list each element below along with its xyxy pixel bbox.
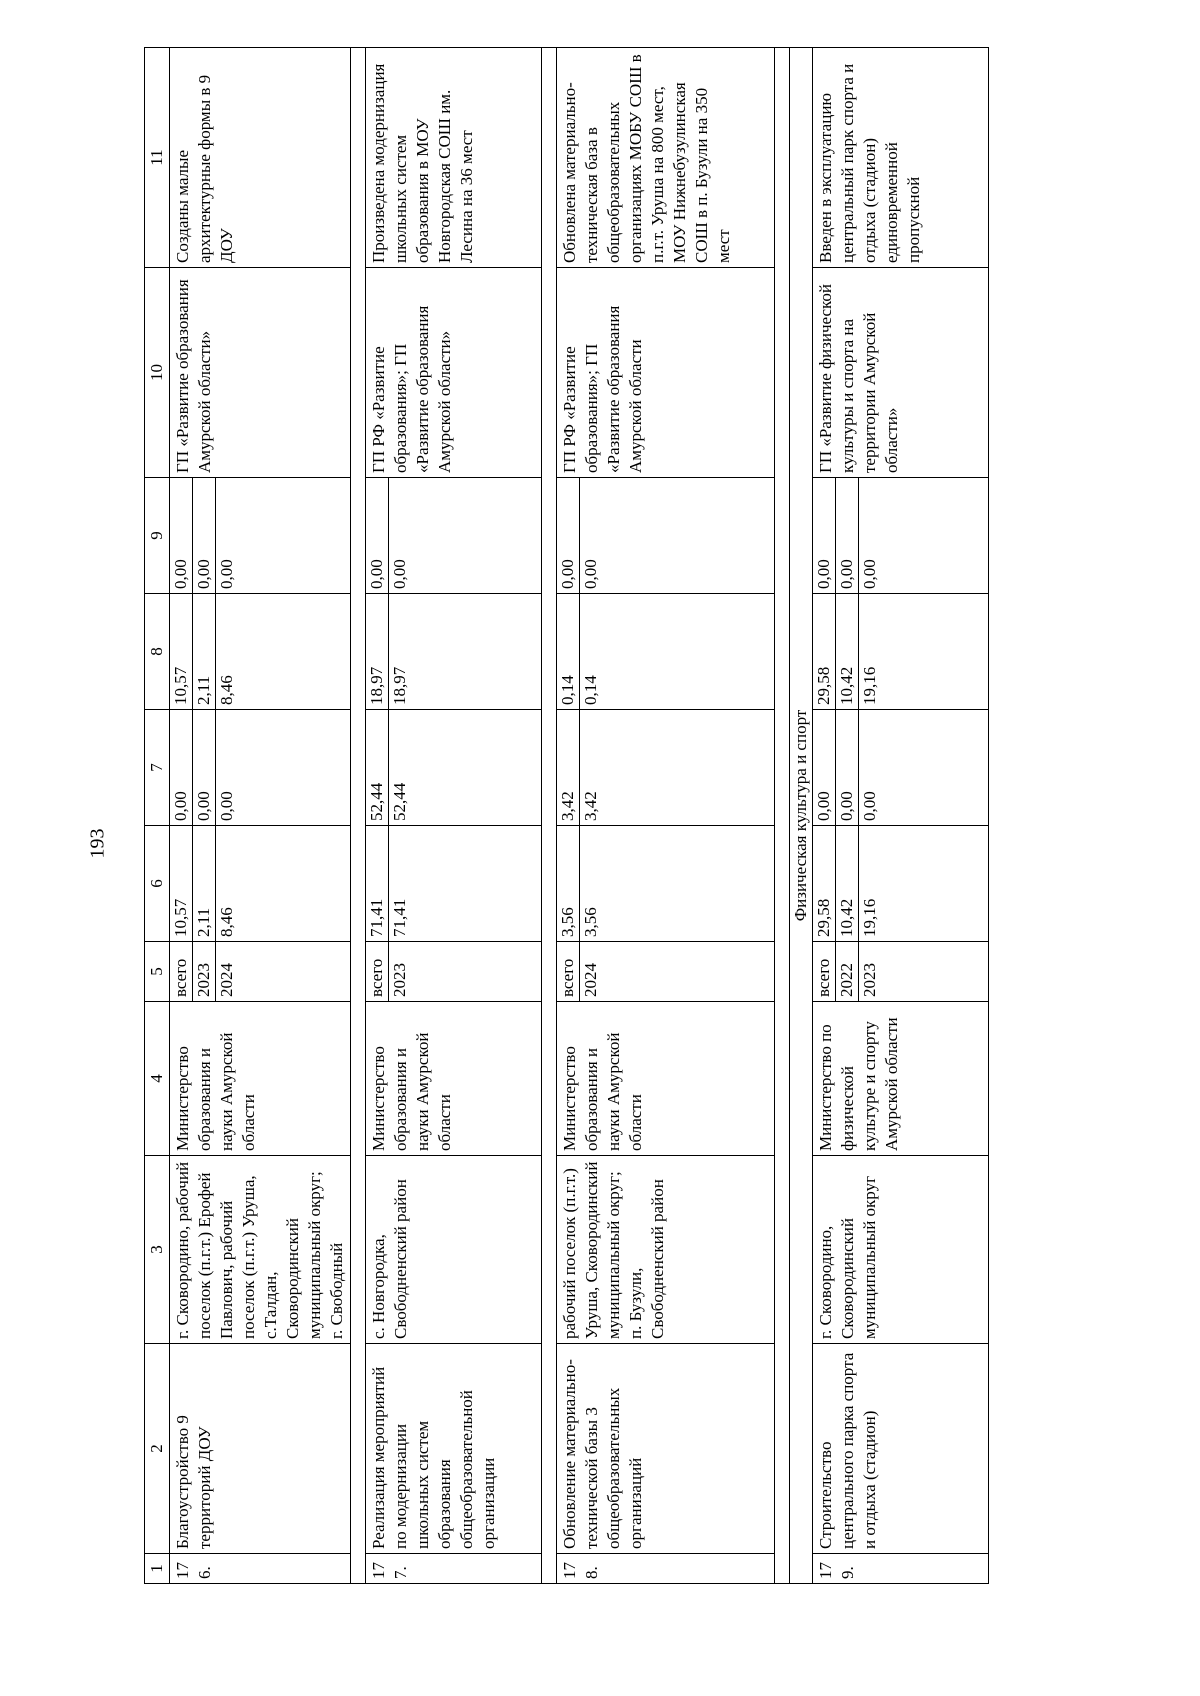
year-value: 2022 [836,942,859,1001]
project-name: Строительство центрального парка спорта и отдыха (стадион) [813,1344,989,1554]
header-cell: 4 [145,1002,170,1156]
year-value: 2024 [217,963,236,997]
page-number: 193 [86,828,109,859]
project-executor: Министерство образования и науки Амурской области [557,1002,775,1156]
row-number: 177. [366,1554,542,1584]
header-cell: 2 [145,1344,170,1554]
amount-value: 10,42 [836,594,859,709]
amount-value: 10,57 [170,826,193,941]
header-cell: 6 [145,826,170,942]
row-separator [775,48,790,1584]
amount-value: 0,00 [217,559,236,589]
amount-value: 3,42 [581,791,600,821]
header-cell: 8 [145,594,170,710]
amount-value: 0,14 [581,675,600,705]
years-cell [170,942,351,1002]
amount-value: 8,46 [217,675,236,705]
amount-value: 0,00 [581,559,600,589]
header-cell: 5 [145,942,170,1002]
table-row [170,48,351,1584]
amount-value: 0,00 [170,478,193,593]
years-cell [557,942,775,1002]
row-separator [351,48,366,1584]
year-value: 2024 [581,963,600,997]
years-cell [813,942,989,1002]
project-name: Благоустройство 9 территорий ДОУ [170,1344,351,1554]
amount-value: 29,58 [813,826,836,941]
header-cell: 9 [145,478,170,594]
year-value: всего [557,942,580,1001]
other-funding-cell [557,478,775,594]
amount-value: 52,44 [390,782,409,821]
expected-result: Произведена модернизация школьных систем образования в МОУ Новгородская СОШ им. Лесина на 36 мест [366,48,542,268]
project-executor: Министерство по физической культуре и спорту Амурской области [813,1002,989,1156]
amount-value: 18,97 [366,594,389,709]
project-location: рабочий поселок (п.г.т.) Уруша, Сковородинский муниципальный округ; п. Бузули, Свободненский район [557,1156,775,1344]
amount-value: 0,14 [557,594,580,709]
amount-value: 71,41 [366,826,389,941]
amount-value: 0,00 [836,710,859,825]
regional-funding-cell [170,594,351,710]
amount-value: 10,57 [170,594,193,709]
header-cell: 3 [145,1156,170,1344]
regional-funding-cell [813,594,989,710]
amount-value: 0,00 [217,791,236,821]
project-location: г. Сковородино, рабочий поселок (п.г.т.) Ерофей Павлович, рабочий поселок (п.г.т.) Уруша, с.Талдан, Сковородинский муниципальный округ; г. Свободный [170,1156,351,1344]
amount-value: 0,00 [813,478,836,593]
amount-value: 29,58 [813,594,836,709]
section-title: Физическая культура и спорт [790,48,813,1584]
column-number-row [145,48,170,1584]
header-cell: 7 [145,710,170,826]
federal-funding-cell [557,710,775,826]
other-funding-cell [813,478,989,594]
federal-funding-cell [366,710,542,826]
amount-value: 0,00 [836,478,859,593]
project-executor: Министерство образования и науки Амурской области [366,1002,542,1156]
table-row [813,48,989,1584]
total-funding-cell [366,826,542,942]
amount-value: 0,00 [193,478,216,593]
amount-value: 0,00 [193,710,216,825]
project-name: Обновление материально-технической базы 3 общеобразовательных организаций [557,1344,775,1554]
total-funding-cell [813,826,989,942]
year-value: 2023 [390,963,409,997]
expected-result: Введен в эксплуатацию центральный парк спорта и отдыха (стадион) единовременной пропускной [813,48,989,268]
total-funding-cell [557,826,775,942]
amount-value: 0,00 [366,478,389,593]
amount-value: 3,56 [581,907,600,937]
rotated-table-frame [144,48,1090,1584]
regional-funding-cell [366,594,542,710]
amount-value: 10,42 [836,826,859,941]
amount-value: 18,97 [390,666,409,705]
amount-value: 19,16 [860,898,879,937]
year-value: 2023 [193,942,216,1001]
project-location: г. Сковородино, Сковородинский муниципальный округ [813,1156,989,1344]
row-separator [542,48,557,1584]
amount-value: 3,56 [557,826,580,941]
federal-funding-cell [813,710,989,826]
amount-value: 71,41 [390,898,409,937]
expected-result: Созданы малые архитектурные формы в 9 ДОУ [170,48,351,268]
amount-value: 0,00 [813,710,836,825]
expected-result: Обновлена материально-техническая база в общеобразовательных организациях МОБУ СОШ в п.г.т. Уруша на 800 мест, МОУ Нижнебузулинская СОШ в п. Бузули на 350 мест [557,48,775,268]
other-funding-cell [366,478,542,594]
amount-value: 8,46 [217,907,236,937]
amount-value: 0,00 [557,478,580,593]
row-number: 179. [813,1554,989,1584]
row-number: 178. [557,1554,775,1584]
investment-projects-table [144,47,989,1584]
amount-value: 0,00 [170,710,193,825]
state-program: ГП РФ «Развитие образования»; ГП «Развитие образования Амурской области [557,268,775,478]
project-name: Реализация мероприятий по модернизации школьных систем образования общеобразовательной организации [366,1344,542,1554]
amount-value: 2,11 [193,826,216,941]
header-cell: 1 [145,1554,170,1584]
amount-value: 19,16 [860,666,879,705]
header-cell: 11 [145,48,170,268]
amount-value: 3,42 [557,710,580,825]
amount-value: 0,00 [860,791,879,821]
year-value: всего [813,942,836,1001]
year-value: 2023 [860,963,879,997]
project-executor: Министерство образования и науки Амурской области [170,1002,351,1156]
amount-value: 52,44 [366,710,389,825]
state-program: ГП «Развитие физической культуры и спорта на территории Амурской области» [813,268,989,478]
state-program: ГП РФ «Развитие образования»; ГП «Развитие образования Амурской области» [366,268,542,478]
years-cell [366,942,542,1002]
project-location: с. Новгородка, Свободненский район [366,1156,542,1344]
amount-value: 2,11 [193,594,216,709]
year-value: всего [170,942,193,1001]
year-value: всего [366,942,389,1001]
table-row [366,48,542,1584]
amount-value: 0,00 [390,559,409,589]
regional-funding-cell [557,594,775,710]
table-row [557,48,775,1584]
total-funding-cell [170,826,351,942]
amount-value: 0,00 [860,559,879,589]
row-number: 176. [170,1554,351,1584]
other-funding-cell [170,478,351,594]
header-cell: 10 [145,268,170,478]
federal-funding-cell [170,710,351,826]
state-program: ГП «Развитие образования Амурской области» [170,268,351,478]
section-header-row [790,48,813,1584]
